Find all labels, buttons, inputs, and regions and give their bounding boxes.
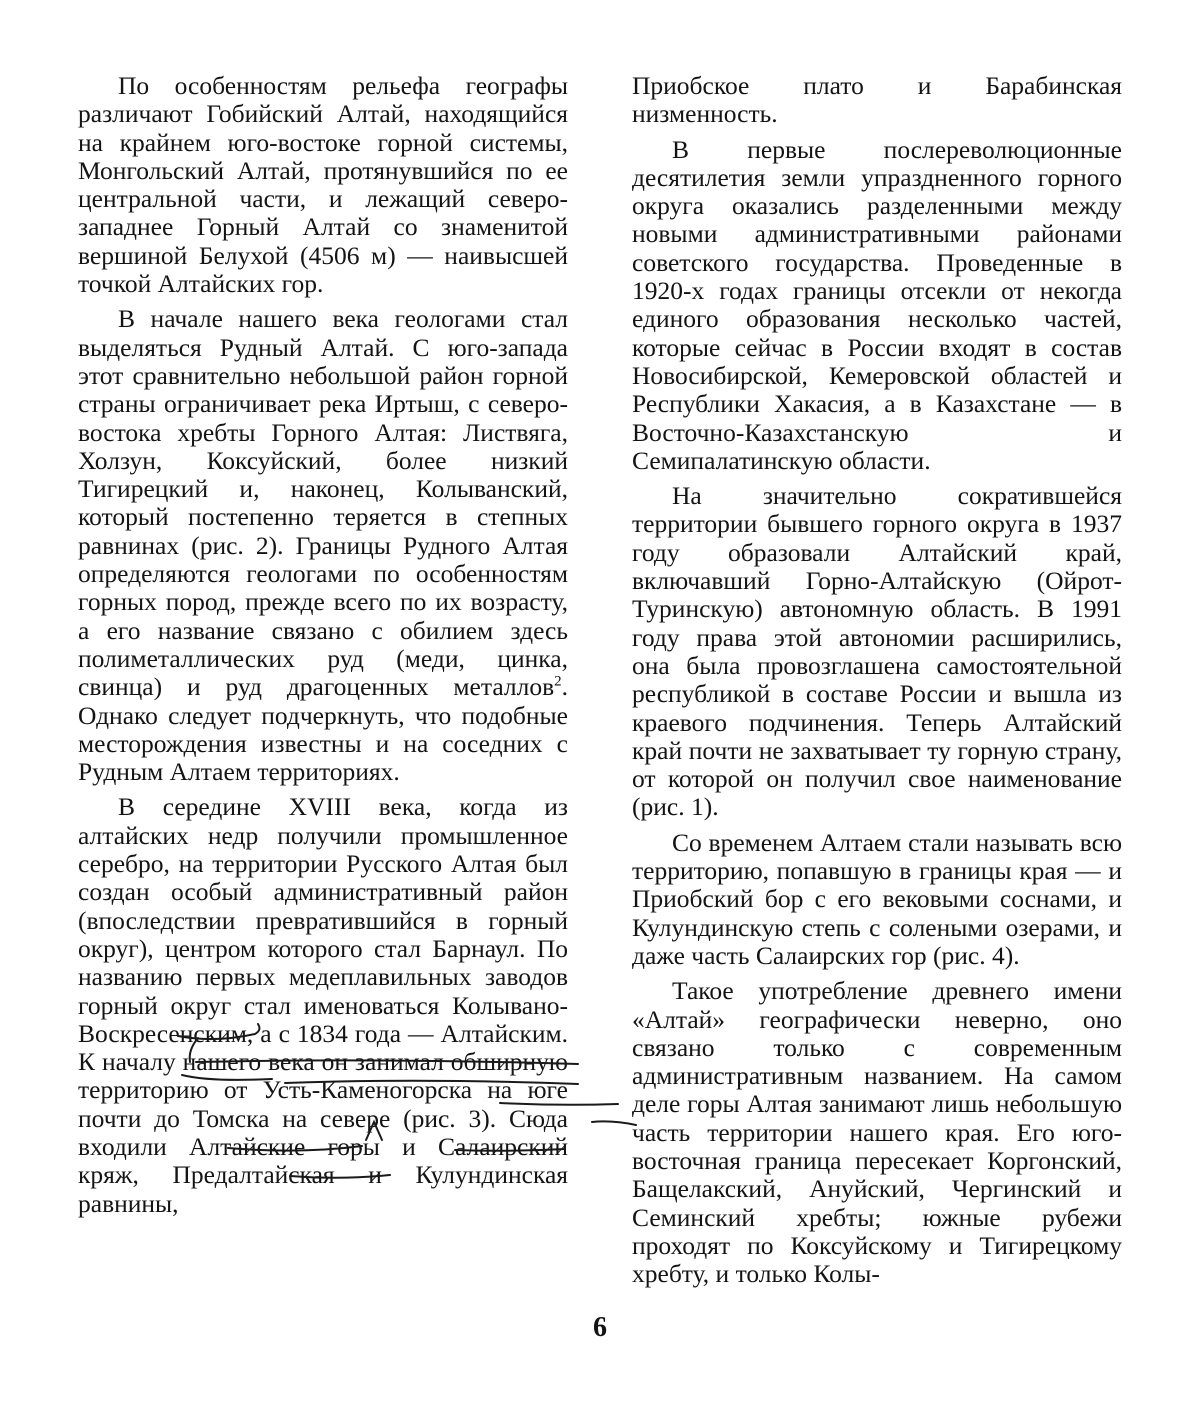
pen-margin-hook [592, 1121, 636, 1125]
paragraph-altai-krai: На значительно сократившейся территории бывшего горного округа в 1937 году образовали Алтайский край, включавший Горно-Алтайскую (Ойрот-Туринскую) автономную область. В 1991 году права этой автономии расширились, она была провозглашена самостоятельной республикой в составе России и вышла из краевого подчинения. Теперь Алтайский край почти не захватывает ту горную страну, от которой он получил свое наименование (рис. 1). [632, 481, 1122, 822]
left-column [78, 72, 568, 1218]
paragraph-text: В начале нашего века геологами стал выделяться Рудный Алтай. С юго-запада этот сравнительно небольшой район горной страны ограничивает река Иртыш, с северо-востока хребты Горного Алтая: Листвяга, Холзун, Коксуйский, более низкий Тигирецкий и, наконец, Колыванский, который постепенно теряется в степных равнинах (рис. 2). Границы Рудного Алтая определяются геологами по особенностям горных пород, прежде всего по их возрасту, а его название связано с обилием здесь полиметаллических руд (меди, цинка, свинца) и руд драгоценных металлов [78, 304, 568, 702]
paragraph-continuation: Приобское плато и Барабинская низменность. [632, 71, 1122, 129]
paragraph-altai-naming: Со временем Алтаем стали называть всю территорию, попавшую в границы края — и Приобский бор с его вековыми соснами, и Кулундинскую степь с солеными озерами, и даже часть Салаирских гор (рис. 4). [632, 827, 1122, 970]
paragraph-post-revolution: В первые послереволюционные десятилетия земли упраздненного горного округа оказались разделенными между новыми административными районами советского государства. Проведенные в 1920-х годах границы отсекли от некогда единого образования несколько частей, которые сейчас в России входят в состав Новосибирской, Кемеровской областей и Республики Хакасия, а в Казахстане — в Восточно-Казахстанскую и Семипалатинскую области. [632, 134, 1122, 475]
paragraph-mining-district: В середине XVIII века, когда из алтайских недр получили промышленное серебро, на территории Русского Алтая был создан особый административный район (впоследствии превратившийся в горный округ), центром которого стал Барнаул. По названию первых медеплавильных заводов горный округ стал именоваться Колывано-Воскресенским, а с 1834 года — Алтайским. К началу нашего века он занимал обширную территорию от Усть-Каменогорска на юге почти до Томска на севере (рис. 3). Сюда входили Алтайские горы и Салаирский кряж, Предалтайская и Кулундинская равнины, [78, 792, 568, 1218]
footnote-marker: 2 [554, 673, 562, 690]
paragraph-rudny-altai [78, 305, 568, 786]
page-number: 6 [593, 1312, 607, 1343]
paragraph-text-end: . Однако следует подчеркнуть, что подобные месторождения известны и на соседних с Рудным Алтаем территориях. [78, 672, 568, 787]
paragraph-altai-relief: По особенностям рельефа географы различают Гобийский Алтай, находящийся на крайнем юго-востоке горной системы, Монгольский Алтай, протянувшийся по ее центральной части, и лежащий северо-западнее Горный Алтай со знаменитой вершиной Белухой (4506 м) — наивысшей точкой Алтайских гор. [78, 71, 568, 299]
right-column [632, 72, 1122, 1288]
paragraph-name-usage: Такое употребление древнего имени «Алтай» географически неверно, оно связано только с современным административным названием. На самом деле горы Алтая занимают лишь небольшую часть территории нашего края. Его юго-восточная граница пересекает Коргонский, Бащелакский, Ануйский, Чергинский и Семинский хребты; южные рубежи проходят по Коксуйскому и Тигирецкому хребту, и только Колы- [632, 976, 1122, 1289]
